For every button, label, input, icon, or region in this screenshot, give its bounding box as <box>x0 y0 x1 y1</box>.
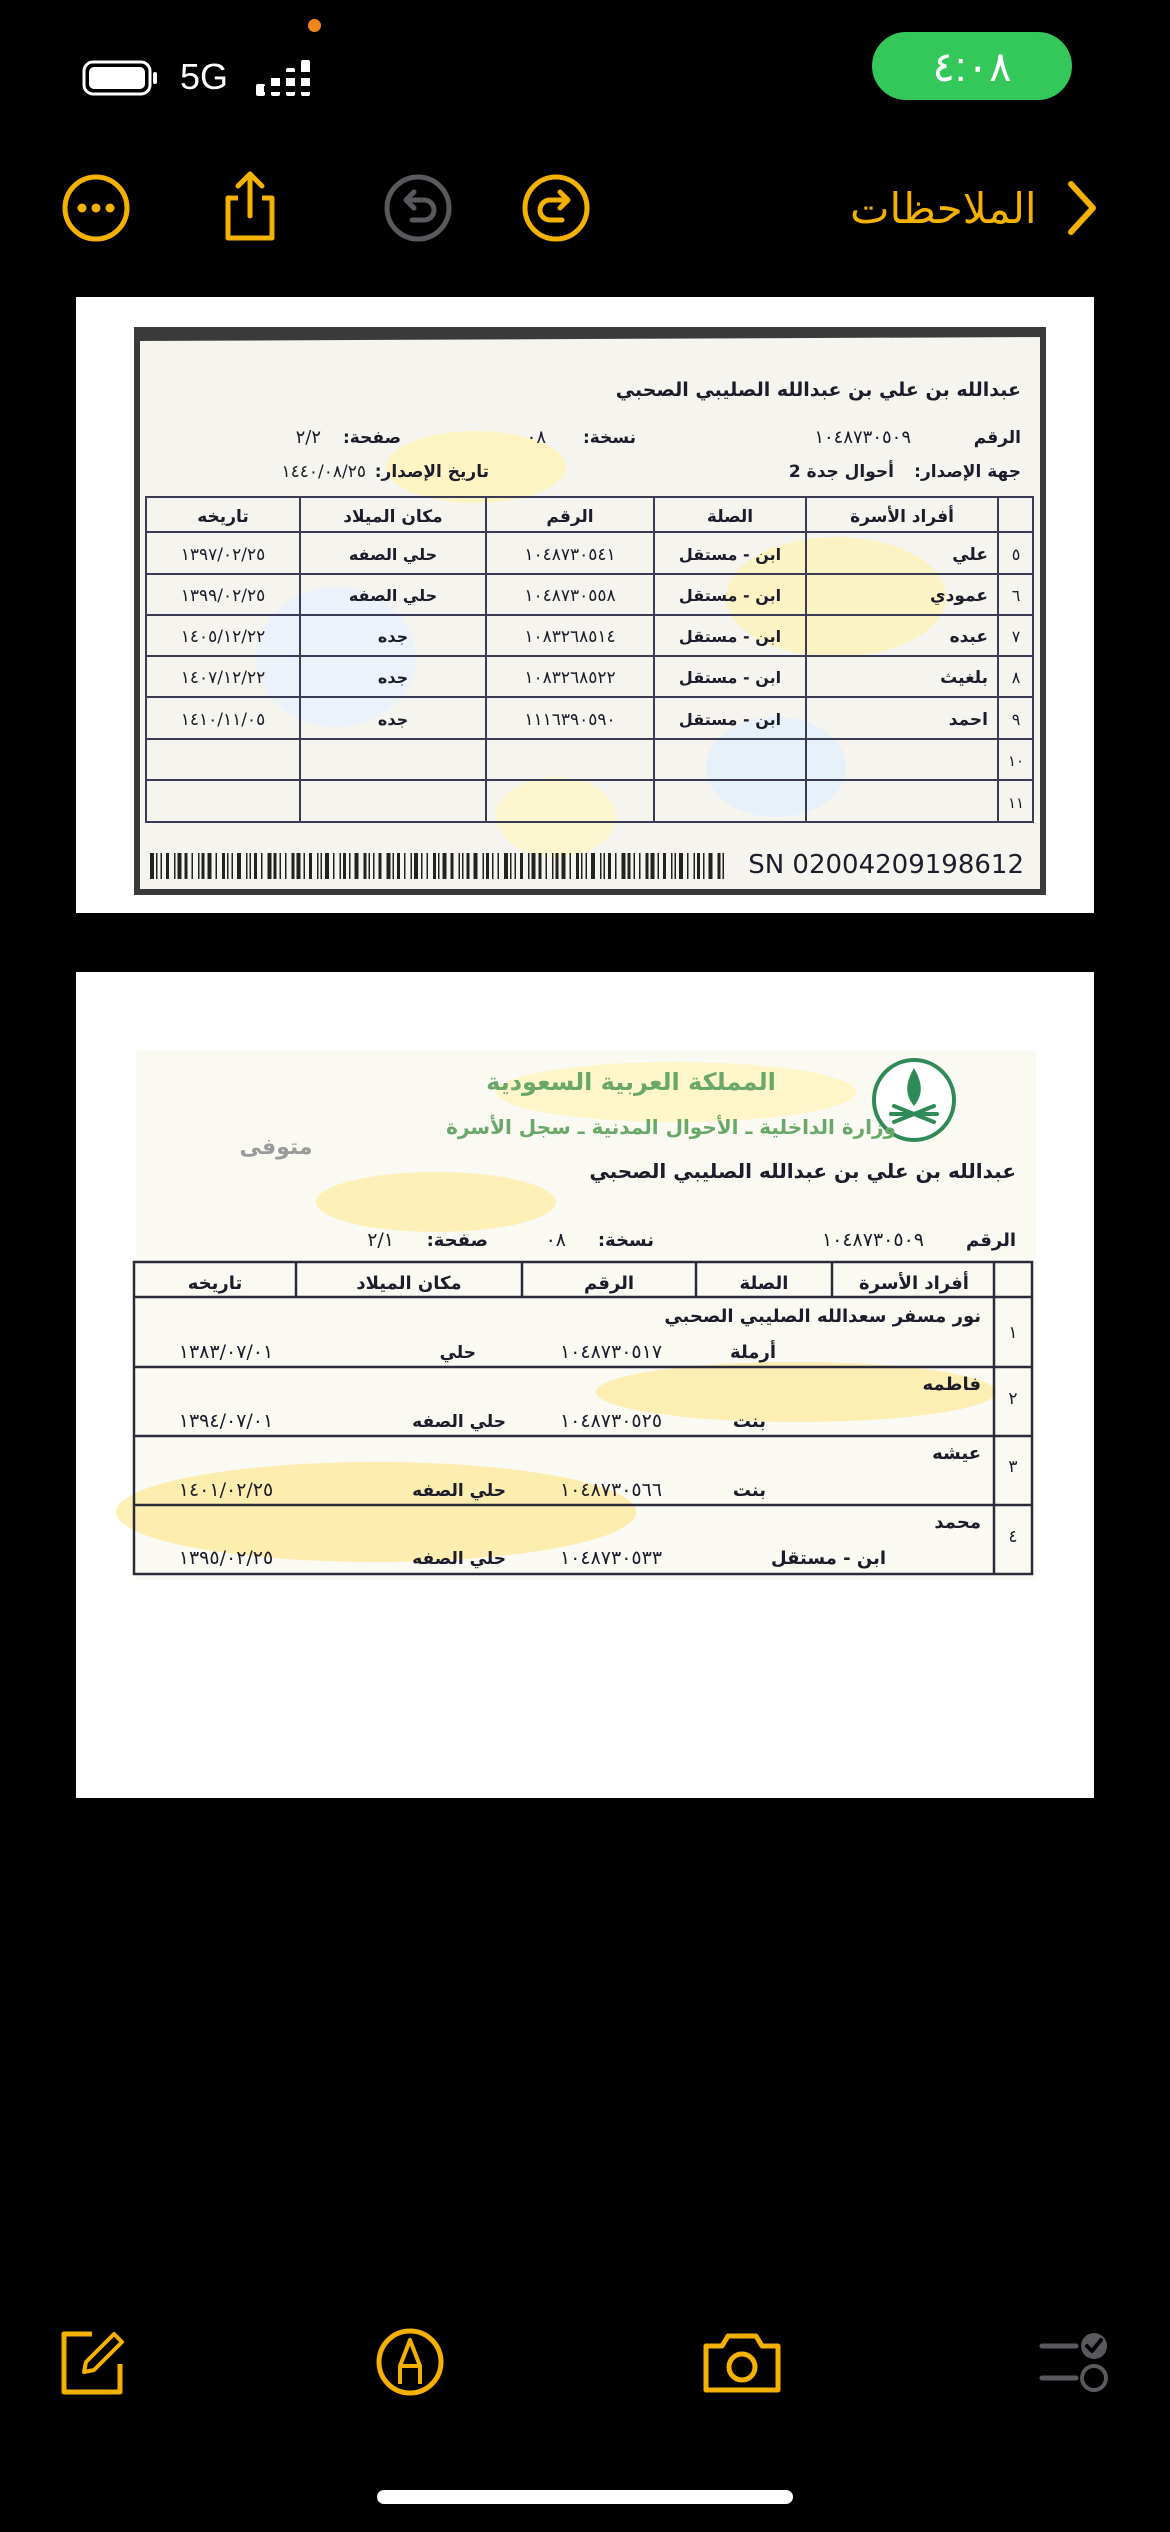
doc1-header-birthplace: مكان الميلاد <box>343 507 443 527</box>
undo-icon[interactable] <box>382 172 454 244</box>
doc1-row-id: ١٠٨٣٢٦٨٥٢٢ <box>524 668 616 688</box>
doc1-header-relation: الصلة <box>706 507 754 527</box>
chevron-right-icon <box>1061 176 1101 240</box>
doc1-row-date: ١٤٠٧/١٢/٢٢ <box>180 668 266 688</box>
doc2-row-relation: بنت <box>732 1480 766 1501</box>
doc1-page-value: ٢/٢ <box>295 427 321 448</box>
doc2-row-relation: ابن - مستقل <box>771 1548 886 1569</box>
doc1-row-no: ١١ <box>1007 794 1025 812</box>
doc2-row-date: ١٣٨٣/٠٧/٠١ <box>178 1341 274 1363</box>
doc1-row-name: علي <box>952 545 988 565</box>
doc1-copy-value: ٠٨ <box>526 427 546 448</box>
network-type-label: 5G <box>180 56 229 97</box>
status-time: ٤:٠٨ <box>932 42 1012 90</box>
scanned-document-page-2[interactable] <box>76 297 1094 913</box>
doc1-row-no: ١٠ <box>1007 752 1025 770</box>
doc2-name-line: عبدالله بن علي بن عبدالله الصليبي الصحبي <box>589 1159 1016 1183</box>
doc2-header-id: الرقم <box>583 1273 635 1294</box>
camera-icon[interactable] <box>700 2326 784 2398</box>
doc2-row-date: ١٣٩٥/٠٢/٢٥ <box>178 1547 274 1569</box>
doc2-number-value: ١٠٤٨٧٣٠٥٠٩ <box>821 1229 924 1251</box>
back-label: الملاحظات <box>850 183 1037 233</box>
doc1-row-name: عمودي <box>930 586 988 606</box>
doc1-row-name: بلغيث <box>940 668 988 688</box>
doc1-row-date: ١٤٠٥/١٢/٢٢ <box>180 627 266 647</box>
doc1-header-date: تاريخه <box>197 507 249 527</box>
doc2-row-relation: أرملة <box>730 1342 776 1363</box>
doc2-row-place: حلي الصفه <box>412 1549 506 1569</box>
doc2-page-label: صفحة: <box>426 1230 488 1251</box>
doc1-row-id: ١١١٦٣٩٠٥٩٠ <box>524 710 616 730</box>
doc2-row-name: نور مسفر سعدالله الصليبي الصحبي <box>664 1306 981 1327</box>
time-indicator[interactable] <box>872 32 1072 100</box>
doc1-row-relation: ابن - مستقل <box>678 710 782 729</box>
doc1-row-relation: ابن - مستقل <box>678 545 782 564</box>
doc1-row-no: ٥ <box>1011 545 1021 564</box>
doc2-number-label: الرقم <box>965 1230 1016 1251</box>
scanned-document-page-1[interactable] <box>76 972 1094 1798</box>
doc1-header-id: الرقم <box>546 507 594 527</box>
doc1-row-no: ٧ <box>1011 627 1021 646</box>
doc1-header-members: أفراد الأسرة <box>850 507 954 527</box>
doc2-row-date: ١٣٩٤/٠٧/٠١ <box>178 1410 274 1432</box>
checklist-icon[interactable] <box>1038 2326 1110 2398</box>
doc2-kingdom-heading: المملكة العربية السعودية <box>486 1068 776 1096</box>
cellular-signal-icon <box>254 58 318 100</box>
doc1-number-value: ١٠٤٨٧٣٠٥٠٩ <box>814 427 911 448</box>
doc2-row-no: ٤ <box>1008 1527 1018 1547</box>
doc1-row-name: احمد <box>948 710 988 730</box>
doc1-copy-label: نسخة: <box>582 428 636 448</box>
doc2-header-date: تاريخه <box>187 1273 243 1294</box>
doc1-issue-date-value: ١٤٤٠/٠٨/٢٥ <box>281 462 366 482</box>
doc1-row-relation: ابن - مستقل <box>678 668 782 687</box>
share-icon[interactable] <box>214 170 286 242</box>
doc1-row-relation: ابن - مستقل <box>678 586 782 605</box>
compose-icon[interactable] <box>56 2326 128 2398</box>
doc2-row-name: عيشه <box>932 1443 981 1464</box>
doc1-number-label: الرقم <box>973 428 1021 448</box>
doc2-row-place: حلي الصفه <box>412 1481 506 1501</box>
privacy-indicator-dot <box>308 19 321 32</box>
doc1-name-line: عبدالله بن علي بن عبدالله الصليبي الصحبي <box>615 379 1021 401</box>
doc1-serial-number: SN 02004209198612 <box>748 850 1024 880</box>
doc2-header-birthplace: مكان الميلاد <box>356 1273 462 1294</box>
doc2-row-name: محمد <box>934 1512 981 1533</box>
markup-icon[interactable] <box>374 2326 446 2398</box>
doc2-page-value: ٢/١ <box>367 1229 394 1251</box>
doc1-row-id: ١٠٨٣٢٦٨٥١٤ <box>524 627 616 647</box>
doc2-row-name: فاطمه <box>922 1374 981 1395</box>
doc2-row-no: ٢ <box>1008 1389 1018 1409</box>
battery-icon <box>82 60 158 96</box>
doc1-row-place: جده <box>377 668 409 687</box>
doc2-row-place: حلي الصفه <box>412 1412 506 1432</box>
doc2-row-id: ١٠٤٨٧٣٠٥٢٥ <box>559 1410 663 1432</box>
doc1-issue-date-label: تاريخ الإصدار: <box>374 462 489 482</box>
doc1-row-place: جده <box>377 710 409 729</box>
doc1-row-no: ٦ <box>1011 586 1021 605</box>
doc2-row-relation: بنت <box>732 1411 766 1432</box>
doc1-page-label: صفحة: <box>342 428 401 448</box>
doc1-row-relation: ابن - مستقل <box>678 627 782 646</box>
doc2-row-no: ١ <box>1008 1323 1018 1343</box>
doc2-copy-value: ٠٨ <box>545 1229 566 1251</box>
doc2-row-date: ١٤٠١/٠٢/٢٥ <box>178 1479 274 1501</box>
doc1-issuer-value: أحوال جدة 2 <box>788 462 894 482</box>
doc1-row-place: جده <box>377 627 409 646</box>
doc2-row-id: ١٠٤٨٧٣٠٥٦٦ <box>559 1479 663 1501</box>
more-options-icon[interactable] <box>60 172 132 244</box>
redo-icon[interactable] <box>520 172 592 244</box>
doc1-row-no: ٨ <box>1011 668 1021 687</box>
doc2-deceased-stamp: متوفى <box>239 1135 313 1160</box>
doc1-issuer-label: جهة الإصدار: <box>914 462 1021 482</box>
doc2-row-id: ١٠٤٨٧٣٠٥١٧ <box>559 1341 663 1363</box>
doc1-row-name: عبده <box>949 627 988 647</box>
doc1-row-date: ١٣٩٩/٠٢/٢٥ <box>180 586 266 606</box>
doc1-row-place: حلي الصفه <box>348 586 438 605</box>
doc2-copy-label: نسخة: <box>597 1230 654 1251</box>
doc2-row-id: ١٠٤٨٧٣٠٥٣٣ <box>559 1547 663 1569</box>
doc1-row-id: ١٠٤٨٧٣٠٥٤١ <box>524 545 616 565</box>
doc2-header-relation: الصلة <box>739 1273 789 1294</box>
doc2-header-members: أفراد الأسرة <box>859 1273 969 1294</box>
doc2-row-no: ٣ <box>1008 1457 1018 1477</box>
doc1-row-id: ١٠٤٨٧٣٠٥٥٨ <box>524 586 616 606</box>
doc2-ministry-heading: وزارة الداخلية ـ الأحوال المدنية ـ سجل الأسرة <box>446 1115 896 1139</box>
doc1-row-place: حلي الصفه <box>348 545 438 564</box>
doc1-row-date: ١٣٩٧/٠٢/٢٥ <box>180 545 266 565</box>
back-to-notes-button[interactable] <box>850 176 1101 240</box>
doc1-row-no: ٩ <box>1011 710 1021 729</box>
doc1-row-date: ١٤١٠/١١/٠٥ <box>180 710 266 730</box>
home-indicator[interactable] <box>377 2490 793 2504</box>
doc2-row-place: حلي <box>439 1343 476 1363</box>
